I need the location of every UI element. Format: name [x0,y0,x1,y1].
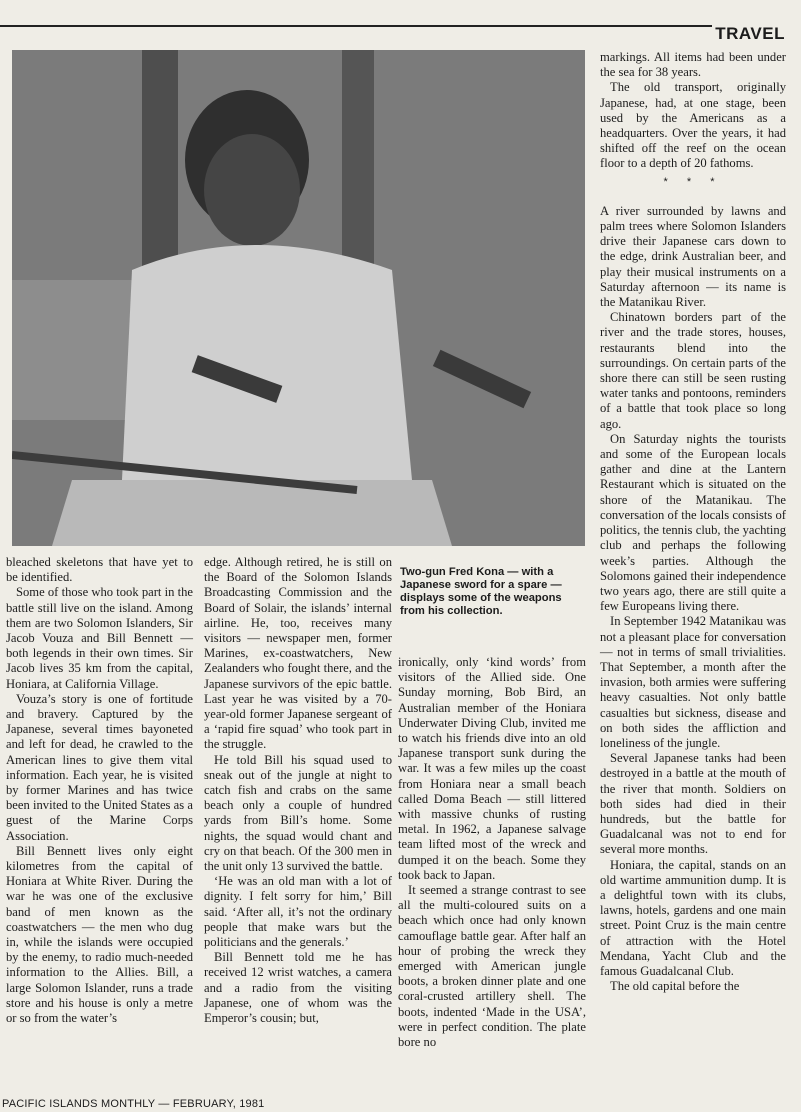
article-column-3 [398,655,586,1050]
photo-illustration [12,50,585,546]
photo-man-with-pistols [12,50,585,546]
article-column-4 [600,50,786,994]
paragraph: A river surrounded by lawns and palm trees where Solomon Islanders drive their Japanese cars down to the edge, drink Australian beer, and play their musical instruments on a Saturday afternoon — its name is the Matanikau River. [600,203,786,310]
article-column-2 [204,555,392,1026]
paragraph: edge. Although retired, he is still on the Board of the Solomon Islands Broadcasting Commission and the Board of Solair, the islands’ internal airline. He, too, receives many visitors — newspaper men, former Marines, ex-coastwatchers, New Zealanders who fought there, and the Japanese survivors of the epic battle. Last year he was visited by a 70-year-old former Japanese sergeant of a ‘rapid fire squad’ who took part in the struggle. [204,555,392,752]
photo-caption: Two-gun Fred Kona — with a Japanese sword for a spare — displays some of the weapons from his collection. [400,566,562,617]
paragraph: Vouza’s story is one of fortitude and bravery. Captured by the Japanese, several times bayoneted and left for dead, he crawled to the American lines to give them vital information. Each year, he is visited by former Marines and has twice been invited to the United States as a guest of the Marine Corps Association. [6,691,193,843]
paragraph: Chinatown borders part of the river and the trade stores, houses, restaurants blend into the surroundings. On certain parts of the shore there can still be seen rusting water tanks and pontoons, reminders of a battle that took place so long ago. [600,310,786,431]
paragraph: The old capital before the [610,979,740,994]
paragraph: On Saturday nights the tourists and some of the European locals gather and dine at the Lantern Restaurant which is situated on the shore of the Matanikau. The conversation of the locals consists of politics, the tennis club, the yachting club and perhaps the following week’s parties. Although the Solomons gained their independence two years ago, there are still quite a few Europeans living there. [600,431,786,614]
paragraph: ‘He was an old man with a lot of dignity. I felt sorry for him,’ Bill said. ‘After all, it’s not the ordinary people that make wars but the politicians and the generals.’ [204,874,392,950]
header-rule [0,25,712,27]
article-column-1 [6,555,193,1026]
paragraph: In September 1942 Matanikau was not a pleasant place for conversation — not in terms of small trivialities. That September, a month after the invasion, both armies were suffering heavy casualties. Not only battle casualties but sickness, disease and on both sides the affliction and loneliness of the jungle. [600,614,786,750]
paragraph: It seemed a strange contrast to see all the multi-coloured suits on a beach which once had only known camouflage battle gear. After half an hour of probing the wreck they emerged with American jungle boots, a broken dinner plate and one coral-crusted artillery shell. The boots, indented ‘Made in the USA’, were in perfect condition. The plate bore no [398,883,586,1050]
paragraph: Honiara, the capital, stands on an old wartime ammunition dump. It is a delightful town with its clubs, lawns, hotels, gardens and one main street. Point Cruz is the main centre of attraction with the Hotel Mendana, Yacht Club and the famous Guadalcanal Club. [600,857,786,978]
paragraph: Some of those who took part in the battle still live on the island. Among them are two Solomon Islanders, Sir Jacob Vouza and Bill Bennett — both legends in their own times. Sir Jacob lives 35 km from the capital, Honiara, at California Village. [6,585,193,691]
section-break-stars: * * * [663,175,723,188]
paragraph: Bill Bennett told me he has received 12 wrist watches, a camera and a radio from the visiting Japanese, one of whom was the Emperor’s cousin; but, [204,950,392,1026]
section-title: TRAVEL [715,24,785,43]
paragraph: He told Bill his squad used to sneak out of the jungle at night to catch fish and crabs on the same beach only a couple of hundred yards from Bill’s home. Some nights, the squad would chant and cry on that beach. Of the 300 men in the unit only 13 survived the battle. [204,752,392,874]
paragraph: Several Japanese tanks had been destroyed in a battle at the mouth of the river that month. Soldiers on both sides had died in their hundreds, but the battle for Guadalcanal was not to end for several more months. [600,751,786,857]
paragraph: bleached skeletons that have yet to be identified. [6,555,193,585]
paragraph: ironically, only ‘kind words’ from visitors of the Allied side. One Sunday morning, Bob Bird, an Australian member of the Honiara Underwater Diving Club, invited me to watch his friends dive into an old Japanese transport sunk during the war. It was a few miles up the coast from Honiara near a small beach called Doma Beach — still littered with massive chunks of rusting metal. In 1962, a Japanese salvage team lifted most of the wreck and dumped it on the beach. Some they took back to Japan. [398,655,586,882]
page-footer: PACIFIC ISLANDS MONTHLY — FEBRUARY, 1981 [2,1098,265,1110]
paragraph: markings. All items had been under the sea for 38 years. [600,50,786,80]
paragraph: Bill Bennett lives only eight kilometres from the capital of Honiara at White River. During the war he was one of the exclusive band of men known as the coastwatchers — the men who dug in, while the islands were occupied by the enemy, to radio much-needed information to the Allies. Bill, a large Solomon Islander, runs a trade store and his house is only a metre or so from the water’s [6,843,193,1026]
paragraph: The old transport, originally Japanese, had, at one stage, been used by the Americans as a headquarters. Over the years, it had shifted off the reef on the ocean floor to a depth of 20 fathoms. [600,80,786,171]
